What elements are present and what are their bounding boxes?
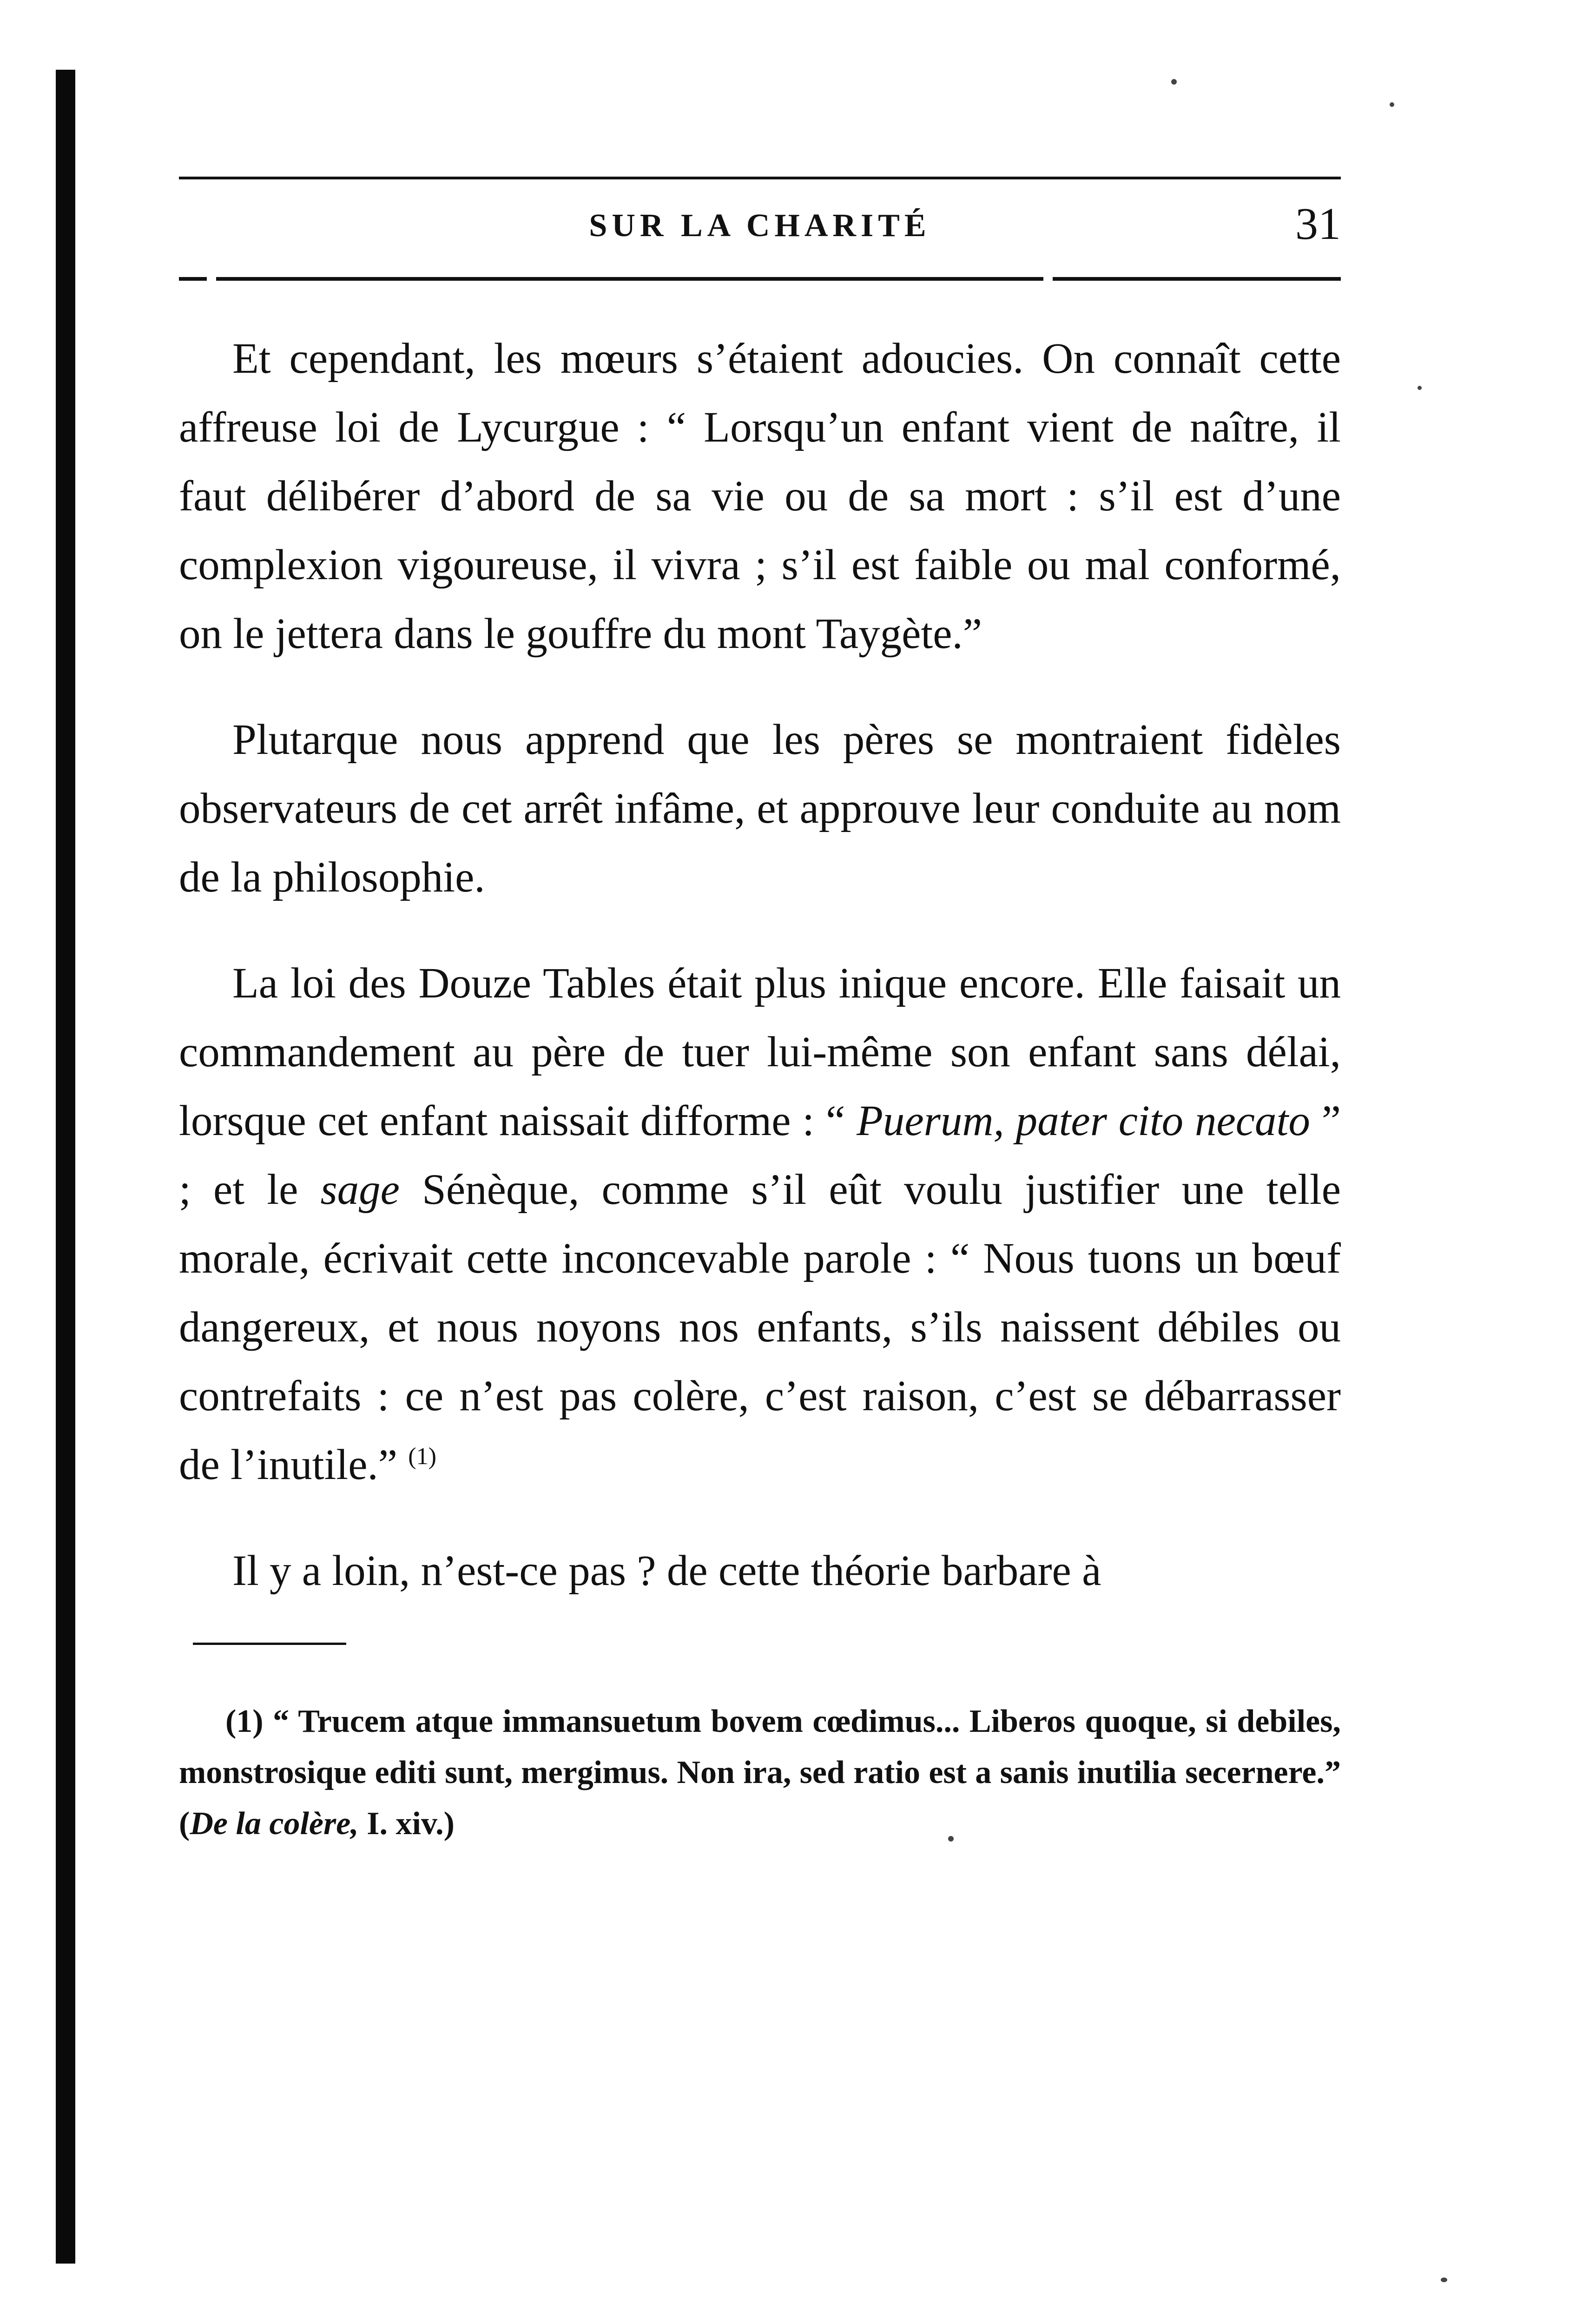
running-head [179, 179, 1341, 277]
footnote [179, 1696, 1341, 1849]
paragraph-text: Sénèque, comme s’il eût voulu justifier une telle morale, écrivait cette inconcevable parole : “ Nous tuons un bœuf dangereux, et nous noyons nos enfants, s’ils naissent débiles ou contrefaits : ce n’est pas colère, c’est raison, c’est se débarrasser de l’inutile.” [179, 1166, 1341, 1489]
running-title: SUR LA CHARITÉ [589, 208, 931, 244]
footnote-text: “ Trucem atque immansuetum bovem cœdimus... Liberos quoque, si debiles, monstrosique editi sunt, mergimus. Non ira, sed ratio est a sanis inutilia secernere.” [179, 1703, 1341, 1790]
scan-speck [1390, 102, 1394, 107]
paragraph-text: ” ; et le [179, 1097, 1341, 1214]
header-rule [179, 277, 1341, 283]
body-text [179, 324, 1341, 1605]
footnote-source-title: De la colère, [190, 1806, 359, 1842]
scan-speck [1171, 79, 1177, 85]
page-number: 31 [1295, 199, 1341, 249]
paragraph-text: La loi des Douze Tables était plus inique encore. Elle faisait un commandement au père de tuer lui-même son enfant sans délai, lorsque cet enfant naissait difforme : “ [179, 959, 1341, 1145]
binding-shadow [56, 70, 75, 2264]
paragraph-lycurgue: Et cependant, les mœurs s’étaient adoucies. On connaît cette affreuse loi de Lycurgue : “ Lorsqu’un enfant vient de naître, il faut délibérer d’abord de sa vie ou de sa mort : s’il est d’une complexion vigoureuse, il vivra ; s’il est faible ou mal conformé, on le jettera dans le gouffre du mont Taygète.” [179, 335, 1341, 658]
scan-speck [1441, 2278, 1447, 2282]
paragraph-theorie: Il y a loin, n’est-ce pas ? de cette théorie barbare à [232, 1547, 1101, 1595]
paragraph-plutarque: Plutarque nous apprend que les pères se montraient fidèles observateurs de cet arrêt infâme, et approuve leur conduite au nom de la philosophie. [179, 716, 1341, 901]
book-page [179, 177, 1341, 1882]
footnote-source-open: ( [179, 1806, 190, 1842]
footnote-number: (1) [225, 1703, 264, 1739]
footnote-rule [193, 1643, 346, 1645]
scan-speck [1418, 386, 1422, 390]
footnote-source-ref: I. xiv.) [358, 1806, 455, 1842]
footnote-reference: (1) [408, 1443, 436, 1470]
emphasis-word: sage [320, 1166, 400, 1214]
paragraph-douze-tables [179, 949, 1341, 1499]
latin-quote: Puerum, pater cito necato [857, 1097, 1310, 1145]
scan-speck [948, 1836, 954, 1842]
